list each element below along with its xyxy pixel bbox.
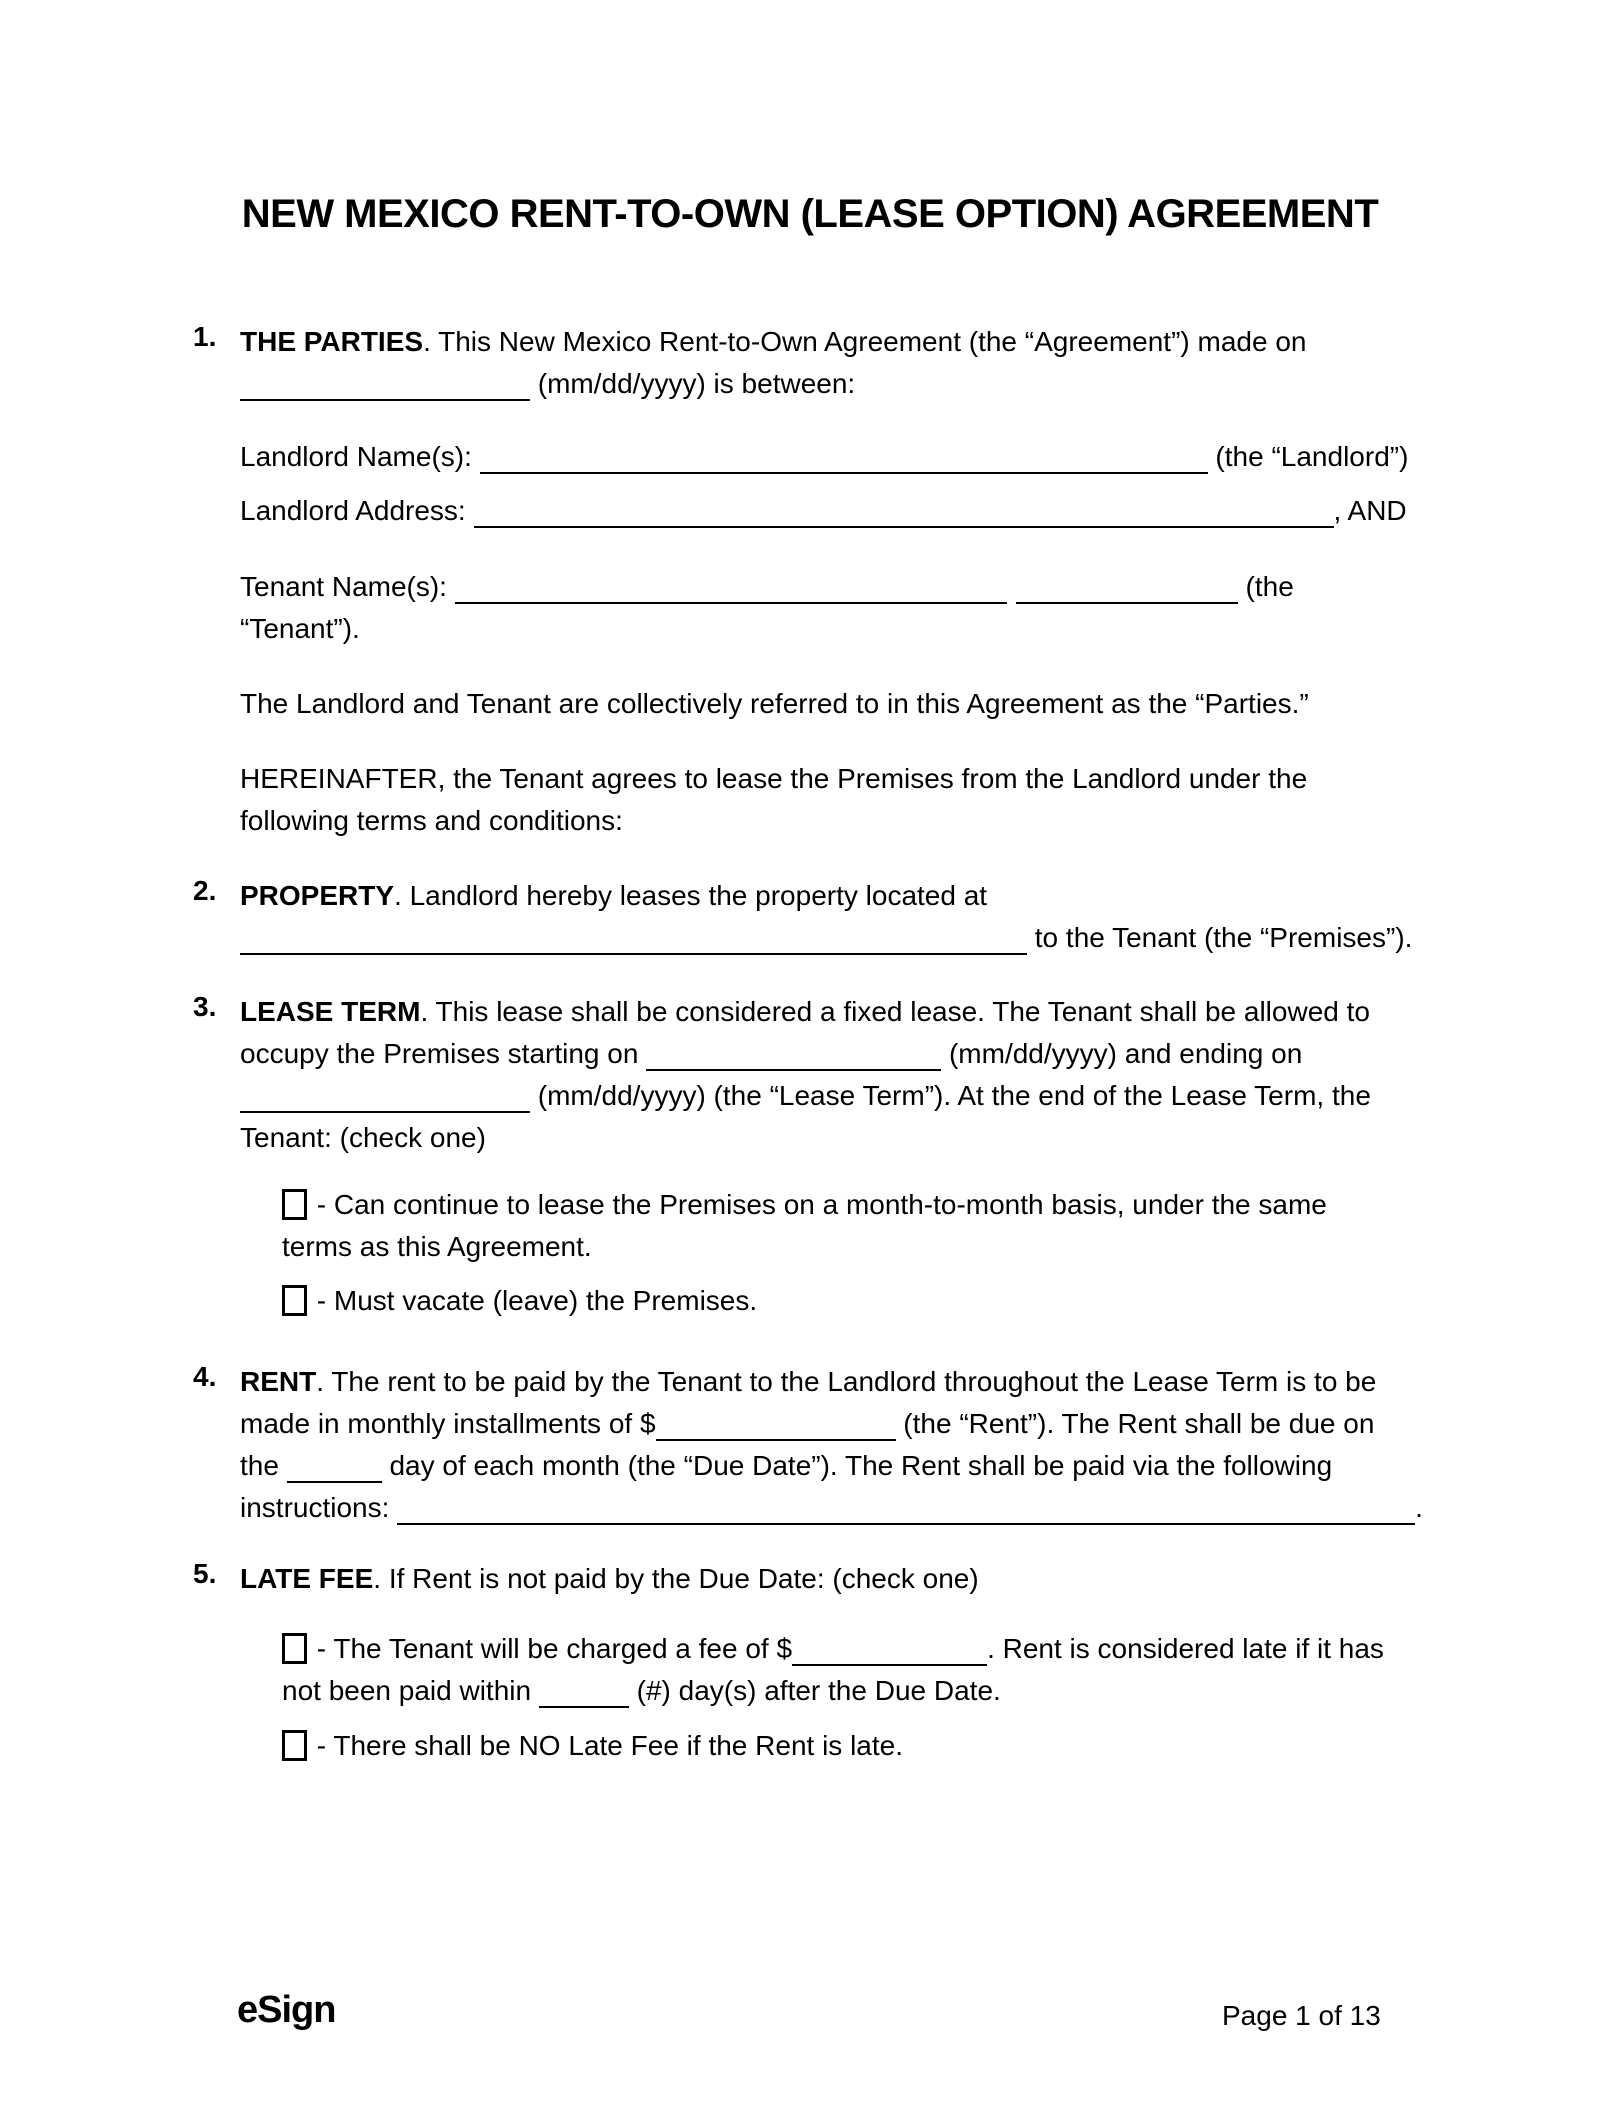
section-label: LEASE TERM bbox=[240, 996, 421, 1027]
lease-term-line3: (mm/dd/yyyy) (the “Lease Term”). At the end of the Lease Term, the bbox=[240, 1075, 1430, 1117]
option-continue-lease: - Can continue to lease the Premises on a month-to-month basis, under the same bbox=[282, 1184, 1430, 1226]
rent-amount-blank[interactable] bbox=[656, 1405, 896, 1441]
landlord-address-line: Landlord Address: , AND bbox=[240, 490, 1430, 532]
section-label: RENT bbox=[240, 1366, 317, 1397]
hereinafter-line1: HEREINAFTER, the Tenant agrees to lease the Premises from the Landlord under the bbox=[240, 763, 1308, 794]
section-number: 4. bbox=[193, 1361, 217, 1392]
no-late-fee-checkbox[interactable] bbox=[282, 1730, 307, 1761]
esign-logo: eSign bbox=[237, 1989, 336, 2031]
section-label: THE PARTIES bbox=[240, 326, 424, 357]
tenant-name-blank[interactable] bbox=[455, 568, 1007, 604]
agreement-date-blank[interactable] bbox=[240, 365, 530, 401]
parties-intro-line2: (mm/dd/yyyy) is between: bbox=[240, 363, 1430, 405]
rent-line2: made in monthly installments of $ (the “Rent”). The Rent shall be due on bbox=[240, 1403, 1430, 1445]
option-late-fee: - The Tenant will be charged a fee of $ . Rent is considered late if it has bbox=[282, 1628, 1430, 1670]
section-lease-term bbox=[190, 991, 1430, 1322]
option-no-late-fee: - There shall be NO Late Fee if the Rent is late. bbox=[282, 1725, 1430, 1767]
grace-days-blank[interactable] bbox=[539, 1672, 629, 1708]
late-fee-amount-blank[interactable] bbox=[792, 1630, 987, 1666]
hereinafter-line2: following terms and conditions: bbox=[240, 805, 623, 836]
continue-lease-checkbox[interactable] bbox=[282, 1189, 307, 1220]
section-property bbox=[190, 875, 1430, 959]
lease-term-line1: LEASE TERM. This lease shall be considered a fixed lease. The Tenant shall be allowed to bbox=[240, 996, 1370, 1027]
parties-intro-line1: THE PARTIES. This New Mexico Rent-to-Own Agreement (the “Agreement”) made on bbox=[240, 326, 1307, 357]
lease-start-date-blank[interactable] bbox=[646, 1035, 941, 1071]
rent-line3: the day of each month (the “Due Date”). The Rent shall be paid via the following bbox=[240, 1445, 1430, 1487]
option-vacate: - Must vacate (leave) the Premises. bbox=[282, 1280, 1430, 1322]
landlord-address-blank[interactable] bbox=[474, 492, 1334, 528]
lease-term-line2: occupy the Premises starting on (mm/dd/yyyy) and ending on bbox=[240, 1033, 1430, 1075]
rent-line1: RENT. The rent to be paid by the Tenant to the Landlord throughout the Lease Term is to be bbox=[240, 1366, 1377, 1397]
tenant-name-wrap-line: “Tenant”). bbox=[240, 613, 360, 644]
section-rent bbox=[190, 1361, 1430, 1529]
lease-term-line4: Tenant: (check one) bbox=[240, 1122, 486, 1153]
tenant-name-blank-2[interactable] bbox=[1016, 568, 1238, 604]
property-line1: PROPERTY. Landlord hereby leases the property located at bbox=[240, 880, 988, 911]
document-title: NEW MEXICO RENT-TO-OWN (LEASE OPTION) AGREEMENT bbox=[241, 192, 1379, 236]
payment-instructions-blank[interactable] bbox=[397, 1489, 1415, 1525]
section-label: LATE FEE bbox=[240, 1563, 374, 1594]
tenant-name-line: Tenant Name(s): (the bbox=[240, 566, 1430, 608]
section-number: 3. bbox=[193, 991, 217, 1022]
section-number: 2. bbox=[193, 875, 217, 906]
landlord-name-line: Landlord Name(s): (the “Landlord”) bbox=[240, 436, 1430, 478]
page-number: Page 1 of 13 bbox=[1222, 2000, 1381, 2031]
due-day-blank[interactable] bbox=[287, 1447, 382, 1483]
rent-line4: instructions: . bbox=[240, 1487, 1430, 1529]
lease-end-date-blank[interactable] bbox=[240, 1077, 530, 1113]
property-line2: to the Tenant (the “Premises”). bbox=[240, 917, 1430, 959]
vacate-checkbox[interactable] bbox=[282, 1285, 307, 1316]
section-number: 1. bbox=[193, 321, 217, 352]
section-late-fee bbox=[190, 1558, 1430, 1767]
late-fee-checkbox[interactable] bbox=[282, 1633, 307, 1664]
section-the-parties bbox=[190, 321, 1430, 842]
section-number: 5. bbox=[193, 1558, 217, 1589]
parties-collective-line: The Landlord and Tenant are collectively referred to in this Agreement as the “Parties.” bbox=[240, 688, 1309, 719]
option-late-fee-wrap: not been paid within (#) day(s) after the Due Date. bbox=[282, 1670, 1430, 1712]
option-continue-lease-wrap: terms as this Agreement. bbox=[282, 1231, 592, 1262]
section-label: PROPERTY bbox=[240, 880, 395, 911]
late-fee-line1: LATE FEE. If Rent is not paid by the Due Date: (check one) bbox=[240, 1563, 979, 1594]
landlord-name-blank[interactable] bbox=[480, 438, 1208, 474]
property-address-blank[interactable] bbox=[240, 919, 1027, 955]
